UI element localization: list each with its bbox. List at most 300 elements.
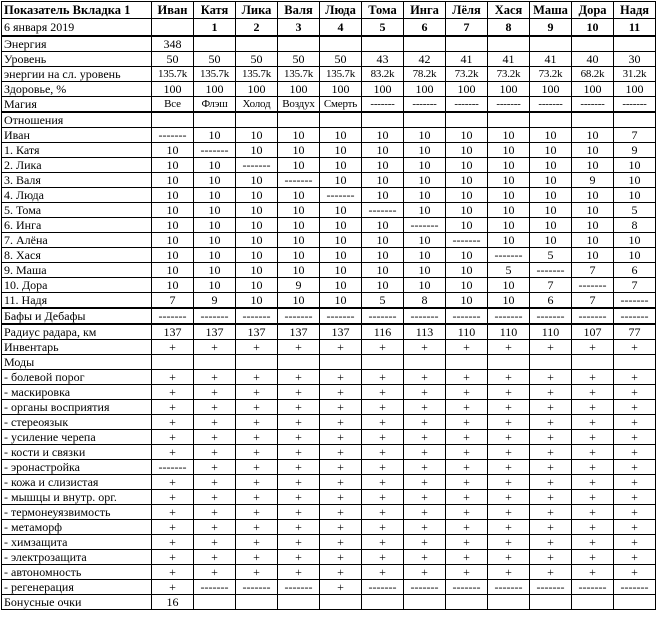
table-row: [2, 278, 656, 293]
table-cell: [194, 112, 236, 128]
row-label: - кости и связки: [2, 445, 152, 460]
column-name: Инга: [404, 2, 446, 19]
table-cell: -------: [446, 580, 488, 595]
table-cell: 10: [278, 128, 320, 143]
table-cell: [404, 36, 446, 52]
column-number: 10: [572, 19, 614, 37]
table-cell: 42: [404, 52, 446, 67]
table-cell: 10: [530, 218, 572, 233]
table-cell: +: [320, 475, 362, 490]
table-cell: 10: [320, 278, 362, 293]
table-cell: 10: [572, 233, 614, 248]
row-label: 3. Валя: [2, 173, 152, 188]
table-cell: +: [194, 565, 236, 580]
table-cell: +: [278, 385, 320, 400]
table-cell: 10: [278, 293, 320, 309]
table-cell: -------: [488, 248, 530, 263]
table-cell: +: [404, 415, 446, 430]
table-cell: 10: [278, 143, 320, 158]
row-label: 4. Люда: [2, 188, 152, 203]
row-label: - болевой порог: [2, 370, 152, 385]
table-cell: 10: [362, 188, 404, 203]
table-cell: +: [446, 385, 488, 400]
table-cell: -------: [404, 218, 446, 233]
table-cell: +: [446, 370, 488, 385]
table-cell: 10: [236, 248, 278, 263]
table-cell: +: [446, 415, 488, 430]
table-cell: +: [236, 400, 278, 415]
table-cell: 6: [614, 263, 656, 278]
table-cell: 10: [488, 188, 530, 203]
table-cell: [488, 595, 530, 610]
table-cell: +: [152, 520, 194, 535]
table-cell: 10: [488, 128, 530, 143]
table-cell: 100: [194, 82, 236, 97]
table-cell: +: [236, 370, 278, 385]
row-label: 2. Лика: [2, 158, 152, 173]
table-cell: 10: [614, 173, 656, 188]
table-row: [2, 128, 656, 143]
table-cell: [236, 595, 278, 610]
table-cell: +: [152, 400, 194, 415]
table-cell: +: [236, 520, 278, 535]
table-cell: -------: [362, 580, 404, 595]
row-label: 11. Надя: [2, 293, 152, 309]
table-cell: 10: [572, 188, 614, 203]
table-cell: +: [614, 520, 656, 535]
table-cell: 10: [362, 233, 404, 248]
table-cell: +: [236, 430, 278, 445]
table-row: [2, 355, 656, 370]
row-label: - усиление черепа: [2, 430, 152, 445]
table-cell: -------: [446, 97, 488, 113]
table-cell: +: [194, 535, 236, 550]
table-cell: 110: [488, 324, 530, 340]
table-cell: 137: [278, 324, 320, 340]
table-cell: -------: [278, 308, 320, 324]
table-cell: 10: [446, 143, 488, 158]
table-cell: 10: [278, 263, 320, 278]
table-cell: -------: [488, 97, 530, 113]
table-cell: [530, 112, 572, 128]
table-cell: +: [404, 430, 446, 445]
table-cell: +: [488, 430, 530, 445]
table-cell: [530, 355, 572, 370]
table-cell: +: [194, 415, 236, 430]
table-cell: +: [446, 550, 488, 565]
table-cell: +: [320, 565, 362, 580]
table-cell: +: [530, 415, 572, 430]
table-cell: 10: [446, 293, 488, 309]
table-cell: 50: [152, 52, 194, 67]
table-cell: +: [488, 400, 530, 415]
table-cell: +: [572, 475, 614, 490]
table-row: [2, 535, 656, 550]
table-cell: [278, 112, 320, 128]
table-cell: +: [404, 400, 446, 415]
table-cell: +: [152, 535, 194, 550]
table-cell: 73.2k: [488, 67, 530, 82]
table-cell: 10: [362, 128, 404, 143]
table-cell: +: [614, 445, 656, 460]
table-cell: 5: [530, 248, 572, 263]
table-cell: [278, 36, 320, 52]
row-label: 9. Маша: [2, 263, 152, 278]
table-cell: [236, 355, 278, 370]
table-cell: 10: [320, 263, 362, 278]
table-cell: +: [278, 520, 320, 535]
table-cell: 7: [614, 128, 656, 143]
table-cell: Воздух: [278, 97, 320, 113]
column-name: Люда: [320, 2, 362, 19]
table-cell: 100: [614, 82, 656, 97]
table-cell: +: [488, 340, 530, 355]
table-cell: 10: [572, 143, 614, 158]
table-cell: +: [404, 550, 446, 565]
table-cell: +: [488, 475, 530, 490]
table-cell: 10: [194, 218, 236, 233]
row-label: - мышцы и внутр. орг.: [2, 490, 152, 505]
table-cell: 100: [320, 82, 362, 97]
table-cell: [572, 595, 614, 610]
table-cell: +: [152, 565, 194, 580]
table-cell: 10: [194, 203, 236, 218]
table-cell: 9: [278, 278, 320, 293]
table-cell: +: [404, 520, 446, 535]
table-cell: -------: [614, 580, 656, 595]
table-cell: -------: [614, 308, 656, 324]
row-label: Здоровье, %: [2, 82, 152, 97]
table-cell: +: [362, 460, 404, 475]
table-cell: +: [236, 490, 278, 505]
table-cell: +: [362, 490, 404, 505]
table-cell: 10: [530, 143, 572, 158]
table-cell: 100: [446, 82, 488, 97]
column-number: 4: [320, 19, 362, 37]
table-cell: 10: [194, 188, 236, 203]
table-cell: 5: [488, 263, 530, 278]
column-number: 9: [530, 19, 572, 37]
table-cell: -------: [446, 308, 488, 324]
table-cell: +: [488, 415, 530, 430]
table-cell: +: [362, 565, 404, 580]
table-cell: [614, 355, 656, 370]
table-cell: 10: [236, 218, 278, 233]
table-cell: 10: [152, 248, 194, 263]
table-cell: +: [530, 535, 572, 550]
table-cell: +: [320, 535, 362, 550]
table-cell: -------: [404, 308, 446, 324]
table-cell: -------: [614, 97, 656, 113]
table-cell: [614, 595, 656, 610]
table-cell: 10: [404, 248, 446, 263]
table-cell: 10: [236, 233, 278, 248]
table-cell: [446, 112, 488, 128]
table-cell: 137: [194, 324, 236, 340]
table-cell: 83.2k: [362, 67, 404, 82]
table-cell: 50: [278, 52, 320, 67]
table-cell: +: [404, 460, 446, 475]
table-cell: +: [530, 550, 572, 565]
table-cell: +: [194, 490, 236, 505]
table-cell: 16: [152, 595, 194, 610]
table-cell: 10: [488, 218, 530, 233]
table-cell: -------: [572, 278, 614, 293]
table-cell: [530, 595, 572, 610]
table-cell: +: [278, 550, 320, 565]
table-cell: +: [614, 535, 656, 550]
table-row: [2, 173, 656, 188]
table-cell: +: [278, 535, 320, 550]
table-cell: +: [614, 400, 656, 415]
table-cell: -------: [362, 97, 404, 113]
table-cell: +: [446, 520, 488, 535]
table-cell: +: [614, 370, 656, 385]
table-cell: Холод: [236, 97, 278, 113]
table-cell: +: [572, 400, 614, 415]
table-cell: 9: [614, 143, 656, 158]
column-number: 5: [362, 19, 404, 37]
table-cell: 41: [446, 52, 488, 67]
table-cell: 68.2k: [572, 67, 614, 82]
table-cell: +: [362, 415, 404, 430]
table-cell: 10: [404, 278, 446, 293]
table-cell: +: [152, 550, 194, 565]
table-cell: -------: [194, 143, 236, 158]
table-cell: -------: [278, 580, 320, 595]
table-cell: 10: [320, 128, 362, 143]
table-cell: +: [530, 565, 572, 580]
table-cell: +: [194, 445, 236, 460]
table-cell: +: [152, 415, 194, 430]
table-cell: 110: [530, 324, 572, 340]
table-cell: +: [446, 430, 488, 445]
row-label: Энергия: [2, 36, 152, 52]
table-cell: [152, 355, 194, 370]
table-cell: 10: [404, 203, 446, 218]
table-cell: +: [572, 340, 614, 355]
table-cell: +: [404, 535, 446, 550]
table-cell: 10: [530, 158, 572, 173]
table-cell: -------: [614, 293, 656, 309]
table-cell: +: [446, 490, 488, 505]
table-title: Показатель Вкладка 1: [2, 2, 152, 19]
table-cell: 6: [530, 293, 572, 309]
table-cell: 10: [362, 263, 404, 278]
table-cell: 100: [362, 82, 404, 97]
stats-table: [1, 1, 656, 610]
table-cell: +: [236, 550, 278, 565]
table-cell: +: [530, 490, 572, 505]
table-row: [2, 308, 656, 324]
table-cell: -------: [572, 308, 614, 324]
table-cell: 10: [404, 263, 446, 278]
table-cell: +: [572, 565, 614, 580]
table-cell: +: [194, 475, 236, 490]
table-cell: Флэш: [194, 97, 236, 113]
table-cell: 10: [152, 173, 194, 188]
table-row: [2, 82, 656, 97]
table-row: [2, 550, 656, 565]
table-cell: +: [572, 490, 614, 505]
table-cell: +: [446, 400, 488, 415]
table-row: [2, 143, 656, 158]
table-cell: +: [488, 490, 530, 505]
table-cell: +: [446, 535, 488, 550]
table-cell: +: [362, 430, 404, 445]
table-cell: 41: [530, 52, 572, 67]
table-cell: +: [236, 385, 278, 400]
row-label: Магия: [2, 97, 152, 113]
table-cell: +: [236, 445, 278, 460]
table-cell: 10: [404, 143, 446, 158]
table-cell: -------: [236, 580, 278, 595]
table-cell: +: [320, 460, 362, 475]
table-cell: 10: [152, 203, 194, 218]
table-cell: 50: [236, 52, 278, 67]
table-cell: -------: [152, 308, 194, 324]
table-cell: 10: [236, 188, 278, 203]
table-cell: +: [152, 580, 194, 595]
table-cell: -------: [236, 308, 278, 324]
table-cell: 50: [320, 52, 362, 67]
table-cell: -------: [152, 128, 194, 143]
table-cell: +: [320, 520, 362, 535]
table-cell: 10: [488, 293, 530, 309]
table-cell: 10: [320, 158, 362, 173]
table-cell: 10: [320, 143, 362, 158]
table-cell: 8: [614, 218, 656, 233]
table-cell: [488, 112, 530, 128]
table-cell: 10: [320, 233, 362, 248]
table-row: [2, 158, 656, 173]
table-cell: +: [278, 565, 320, 580]
table-cell: 30: [614, 52, 656, 67]
column-name: Маша: [530, 2, 572, 19]
table-cell: 10: [194, 158, 236, 173]
table-cell: 10: [278, 158, 320, 173]
table-cell: 10: [194, 248, 236, 263]
table-cell: +: [236, 415, 278, 430]
table-cell: 10: [488, 278, 530, 293]
table-cell: 8: [404, 293, 446, 309]
table-cell: 10: [614, 233, 656, 248]
table-cell: 10: [614, 158, 656, 173]
column-number: [152, 19, 194, 37]
table-cell: 10: [404, 233, 446, 248]
table-cell: -------: [530, 308, 572, 324]
table-cell: [194, 595, 236, 610]
table-cell: +: [530, 520, 572, 535]
table-cell: [278, 355, 320, 370]
table-cell: 10: [446, 248, 488, 263]
table-cell: 10: [278, 218, 320, 233]
table-cell: +: [572, 415, 614, 430]
table-cell: 10: [404, 173, 446, 188]
table-cell: 10: [194, 128, 236, 143]
table-cell: 10: [236, 128, 278, 143]
table-cell: +: [362, 370, 404, 385]
row-label: - стереоязык: [2, 415, 152, 430]
table-cell: +: [404, 490, 446, 505]
table-cell: +: [614, 415, 656, 430]
table-row: [2, 340, 656, 355]
table-cell: +: [446, 445, 488, 460]
table-cell: +: [488, 565, 530, 580]
table-cell: +: [320, 400, 362, 415]
table-cell: +: [530, 430, 572, 445]
table-cell: +: [488, 505, 530, 520]
table-cell: -------: [278, 173, 320, 188]
row-label: Радиус радара, км: [2, 324, 152, 340]
table-cell: +: [614, 460, 656, 475]
row-label: - автономность: [2, 565, 152, 580]
table-cell: [614, 112, 656, 128]
table-cell: 10: [572, 218, 614, 233]
table-cell: +: [572, 520, 614, 535]
row-label: - эронастройка: [2, 460, 152, 475]
table-cell: 73.2k: [530, 67, 572, 82]
table-row: [2, 490, 656, 505]
table-row: [2, 505, 656, 520]
row-label: Отношения: [2, 112, 152, 128]
table-cell: +: [530, 370, 572, 385]
row-label: 8. Хася: [2, 248, 152, 263]
table-cell: 10: [530, 128, 572, 143]
table-cell: [278, 595, 320, 610]
table-cell: +: [488, 460, 530, 475]
column-number: 7: [446, 19, 488, 37]
table-cell: +: [362, 475, 404, 490]
table-cell: 10: [320, 203, 362, 218]
table-cell: [446, 36, 488, 52]
table-cell: +: [530, 340, 572, 355]
table-row: [2, 595, 656, 610]
table-cell: +: [614, 505, 656, 520]
column-name: Лика: [236, 2, 278, 19]
row-label: - электрозащита: [2, 550, 152, 565]
table-cell: 10: [194, 173, 236, 188]
table-cell: +: [236, 340, 278, 355]
table-cell: 10: [530, 203, 572, 218]
row-label: - маскировка: [2, 385, 152, 400]
column-number: 3: [278, 19, 320, 37]
table-cell: +: [320, 415, 362, 430]
table-cell: -------: [320, 188, 362, 203]
table-cell: [236, 36, 278, 52]
table-cell: 7: [152, 293, 194, 309]
table-cell: 10: [614, 248, 656, 263]
table-cell: 78.2k: [404, 67, 446, 82]
table-cell: 10: [236, 278, 278, 293]
table-cell: 348: [152, 36, 194, 52]
table-cell: +: [194, 430, 236, 445]
table-cell: 100: [572, 82, 614, 97]
table-row: [2, 36, 656, 52]
table-cell: +: [404, 340, 446, 355]
table-cell: 5: [614, 203, 656, 218]
table-row: [2, 430, 656, 445]
table-row: [2, 385, 656, 400]
table-cell: +: [278, 505, 320, 520]
table-cell: +: [194, 370, 236, 385]
table-cell: 7: [530, 278, 572, 293]
row-label: 1. Катя: [2, 143, 152, 158]
table-cell: +: [152, 490, 194, 505]
row-label: - химзащита: [2, 535, 152, 550]
table-cell: 10: [572, 203, 614, 218]
table-cell: 10: [530, 188, 572, 203]
